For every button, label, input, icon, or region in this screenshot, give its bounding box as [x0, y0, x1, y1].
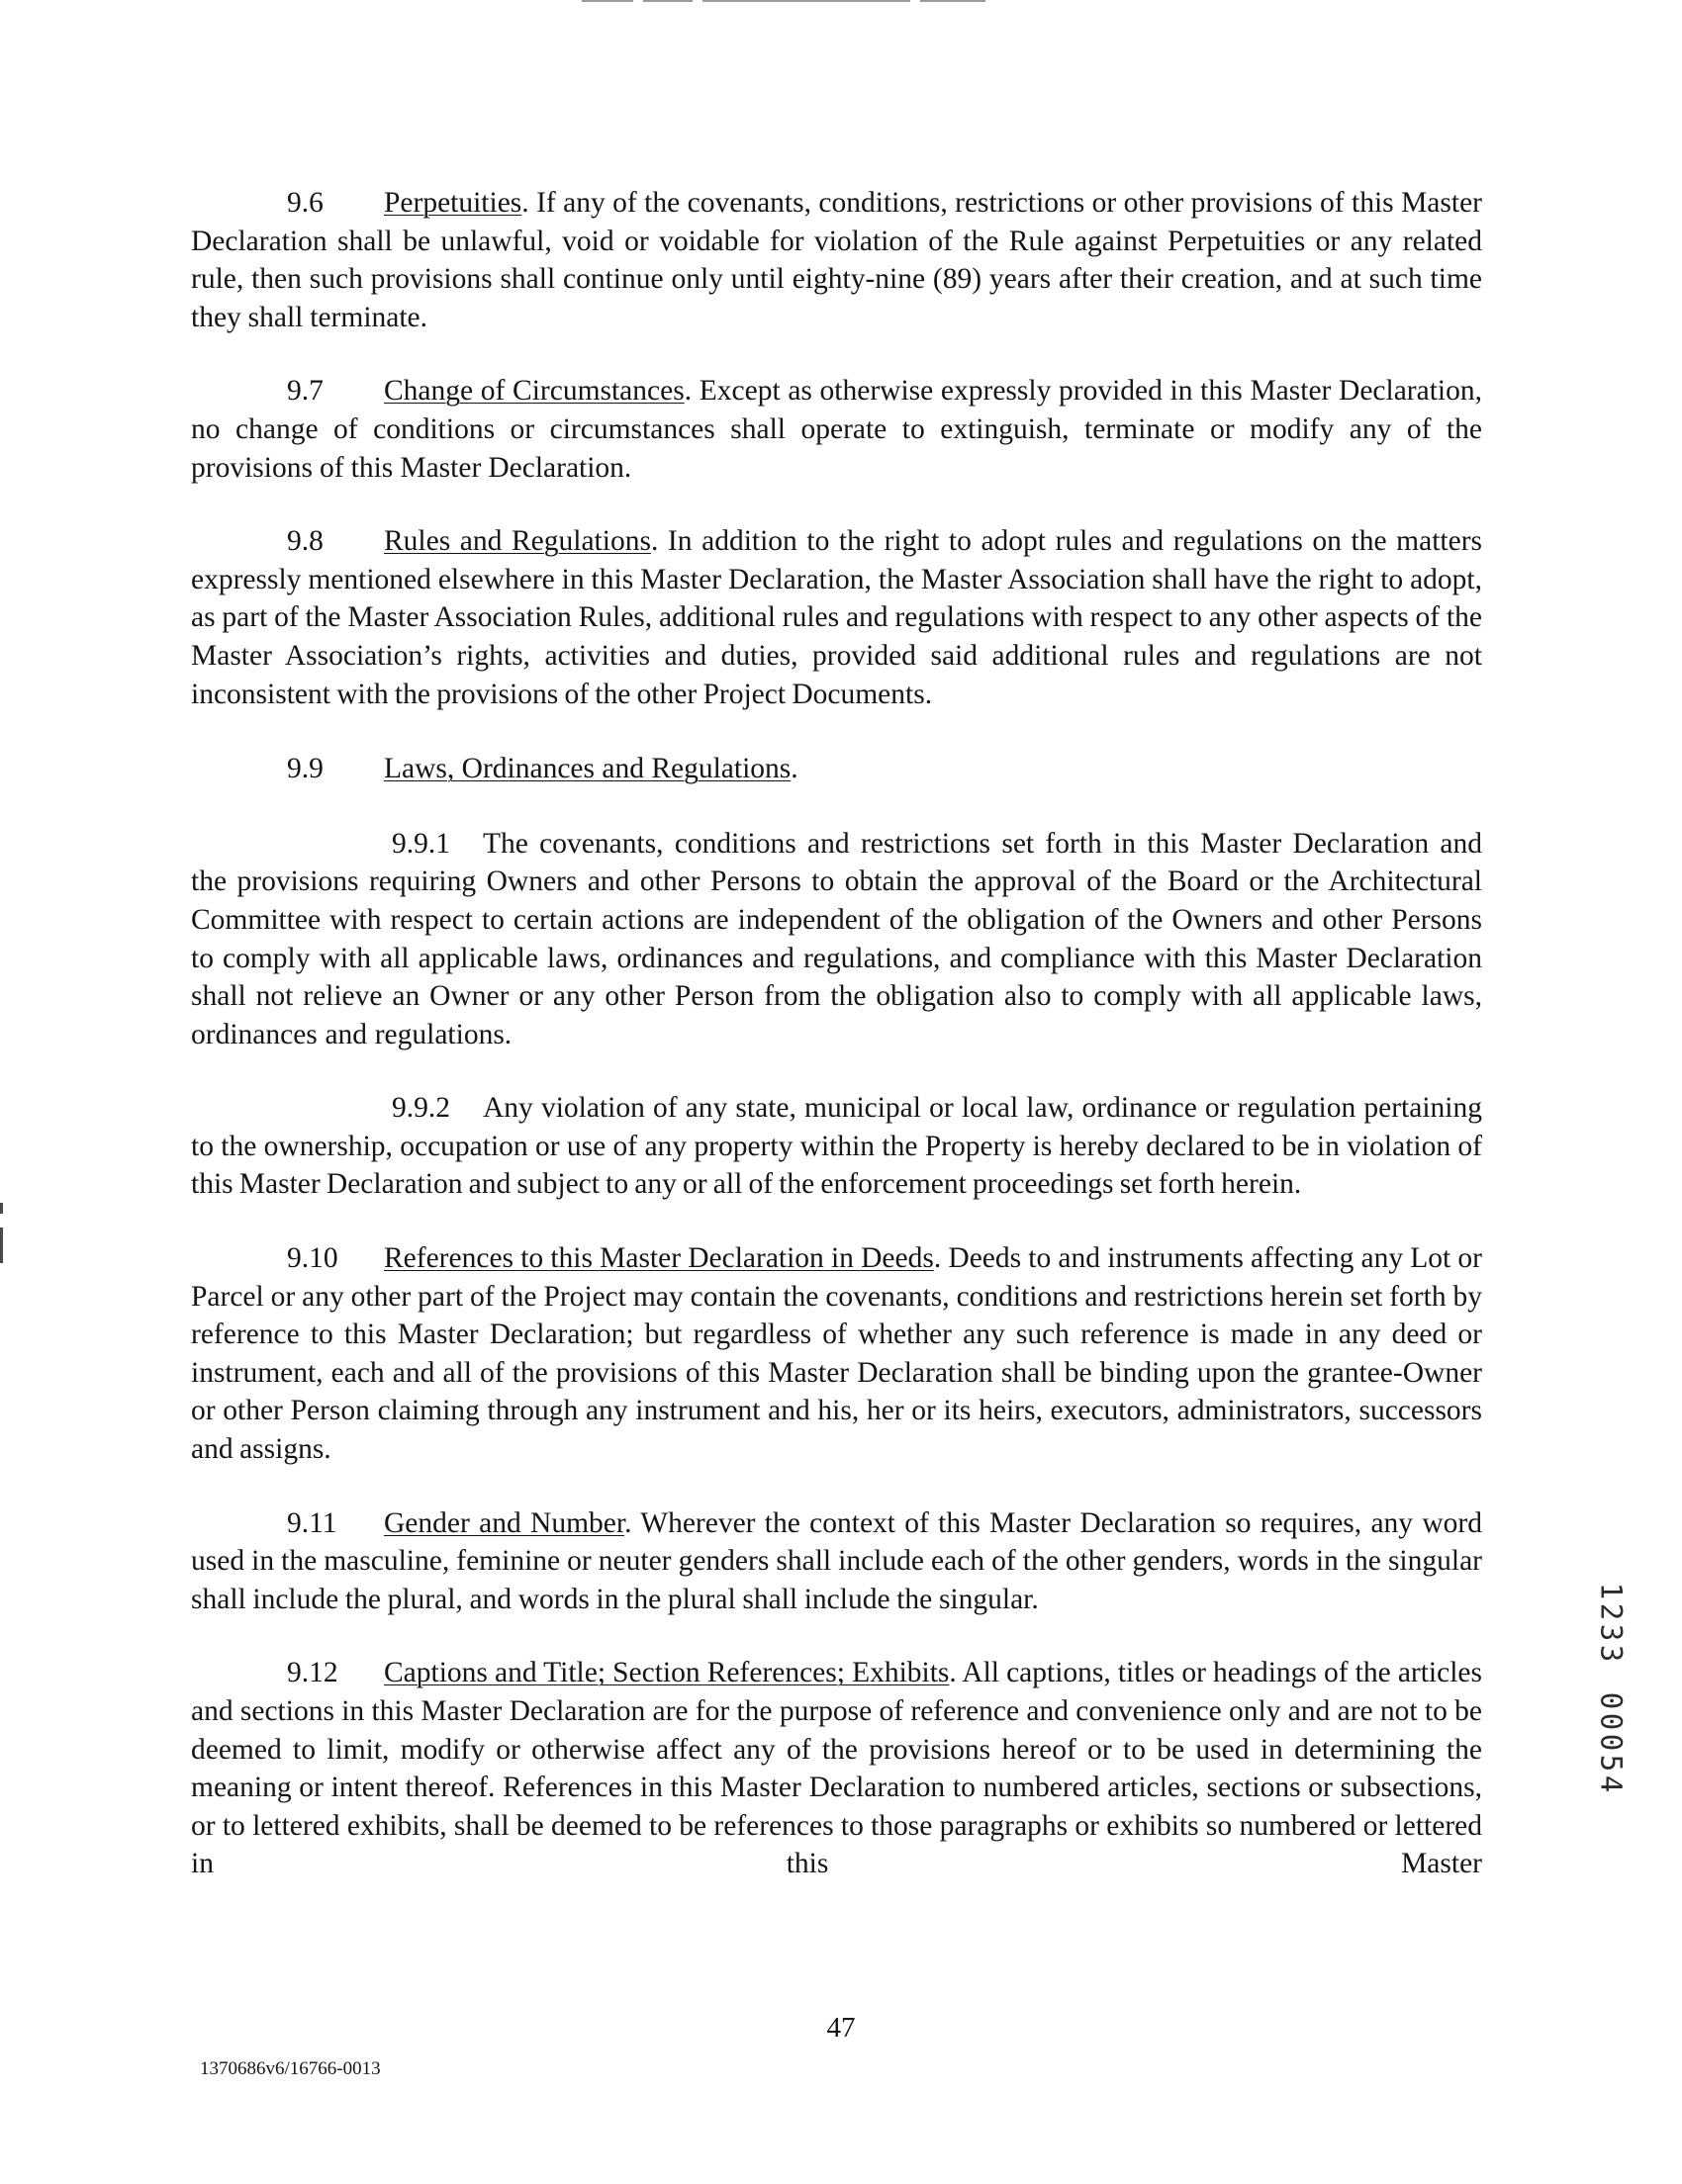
- section-number: 9.12: [287, 1657, 338, 1689]
- document-id: 1370686v6/16766-0013: [200, 2058, 381, 2079]
- section-heading: References to this Master Declaration in Deeds: [384, 1242, 934, 1275]
- section-9-9-2: [191, 1089, 1482, 1204]
- section-heading: Captions and Title; Section References; Exhibits: [384, 1657, 950, 1689]
- section-9-6: [191, 184, 1482, 336]
- section-number: 9.9.2: [392, 1092, 450, 1125]
- section-text: .: [791, 753, 798, 785]
- section-9-11: [191, 1504, 1482, 1619]
- section-9-10: [191, 1239, 1482, 1469]
- section-number: 9.9: [287, 753, 324, 785]
- section-text: . Except as otherwise expressly provided in this Master Declaration, no change of conditions or circumstances shall operate to extinguish, terminate or modify any of the provisions of this Master Declaration.: [191, 375, 1482, 484]
- left-margin-mark: [0, 1228, 3, 1263]
- section-heading: Rules and Regulations: [384, 525, 651, 558]
- section-text: The covenants, conditions and restrictions set forth in this Master Declaration and the provisions requiring Owners and other Persons to obtain the approval of the Board or the Architectural Committee with respect to certain actions are independent of the obligation of the Owners and other Persons to comply with all applicable laws, ordinances and regulations, and compliance with this Master Declaration shall not relieve an Owner or any other Person from the obligation also to comply with all applicable laws, ordinances and regulations.: [191, 827, 1482, 1050]
- section-text: . All captions, titles or headings of the articles and sections in this Master Declaration are for the purpose of reference and convenience only and are not to be deemed to limit, modify or otherwise affect any of the provisions hereof or to be used in determining the meaning or intent thereof. References in this Master Declaration to numbered articles, sections or subsections, or to lettered exhibits, shall be deemed to be references to those paragraphs or exhibits so numbered or lettered in this Master: [191, 1657, 1482, 1880]
- section-heading: Change of Circumstances: [384, 375, 685, 408]
- section-text: . If any of the covenants, conditions, restrictions or other provisions of this Master Declaration shall be unlawful, void or voidable for violation of the Rule against Perpetuities or any related rule, then such provisions shall continue only until eighty-nine (89) years after their creation, and at such time they shall terminate.: [191, 187, 1482, 333]
- section-number: 9.7: [287, 375, 324, 408]
- section-text: Any violation of any state, municipal or local law, ordinance or regulation pertaining to the ownership, occupation or use of any property within the Property is hereby declared to be in violation of this Master Declaration and subject to any or all of the enforcement proceedings set forth herein.: [191, 1092, 1482, 1201]
- recording-number-stamp: [1594, 1581, 1629, 1794]
- stamp-digit: 0: [1594, 1691, 1629, 1710]
- section-number: 9.11: [287, 1506, 337, 1539]
- section-number: 9.8: [287, 525, 324, 558]
- section-9-7: [191, 372, 1482, 487]
- stamp-digit: 0: [1594, 1733, 1629, 1752]
- stamp-digit: 1: [1594, 1582, 1629, 1600]
- section-text: . Wherever the context of this Master Declaration so requires, any word used in the masculine, feminine or neuter genders shall include each of the other genders, words in the singular shall include the plural, and words in the plural shall include the singular.: [191, 1506, 1482, 1615]
- stamp-digit: 5: [1594, 1754, 1629, 1773]
- section-heading: Laws, Ordinances and Regulations: [384, 753, 792, 785]
- stamp-digit: 3: [1594, 1623, 1629, 1642]
- left-margin-mark: [0, 1203, 3, 1214]
- stamp-digit: 4: [1594, 1774, 1629, 1793]
- section-9-12: [191, 1654, 1482, 1883]
- document-body: [191, 184, 1482, 1883]
- section-number: 9.6: [287, 187, 324, 219]
- section-9-9: [191, 750, 1482, 788]
- page-number: 47: [826, 2012, 856, 2044]
- section-heading: Perpetuities: [384, 187, 522, 219]
- section-heading: Gender and Number: [384, 1506, 625, 1539]
- stamp-digit: 2: [1594, 1602, 1629, 1621]
- section-9-9-1: [191, 825, 1482, 1054]
- section-text: . In addition to the right to adopt rules and regulations on the matters expressly mentioned elsewhere in this Master Declaration, the Master Association shall have the right to adopt, as part of the Master Association Rules, additional rules and regulations with respect to any other aspects of the Master Association’s rights, activities and duties, provided said additional rules and regulations are not inconsistent with the provisions of the other Project Documents.: [191, 525, 1482, 710]
- section-number: 9.10: [287, 1242, 338, 1275]
- top-edge-rule: [582, 0, 985, 2]
- stamp-digit: 0: [1594, 1712, 1629, 1731]
- section-number: 9.9.1: [392, 827, 450, 860]
- section-9-8: [191, 522, 1482, 713]
- stamp-digit: 3: [1594, 1644, 1629, 1663]
- section-text: . Deeds to and instruments affecting any Lot or Parcel or any other part of the Project may contain the covenants, conditions and restrictions herein set forth by reference to this Master Declaration; but regardless of whether any such reference is made in any deed or instrument, each and all of the provisions of this Master Declaration shall be binding upon the grantee-Owner or other Person claiming through any instrument and his, her or its heirs, executors, administrators, successors and assigns.: [191, 1242, 1482, 1466]
